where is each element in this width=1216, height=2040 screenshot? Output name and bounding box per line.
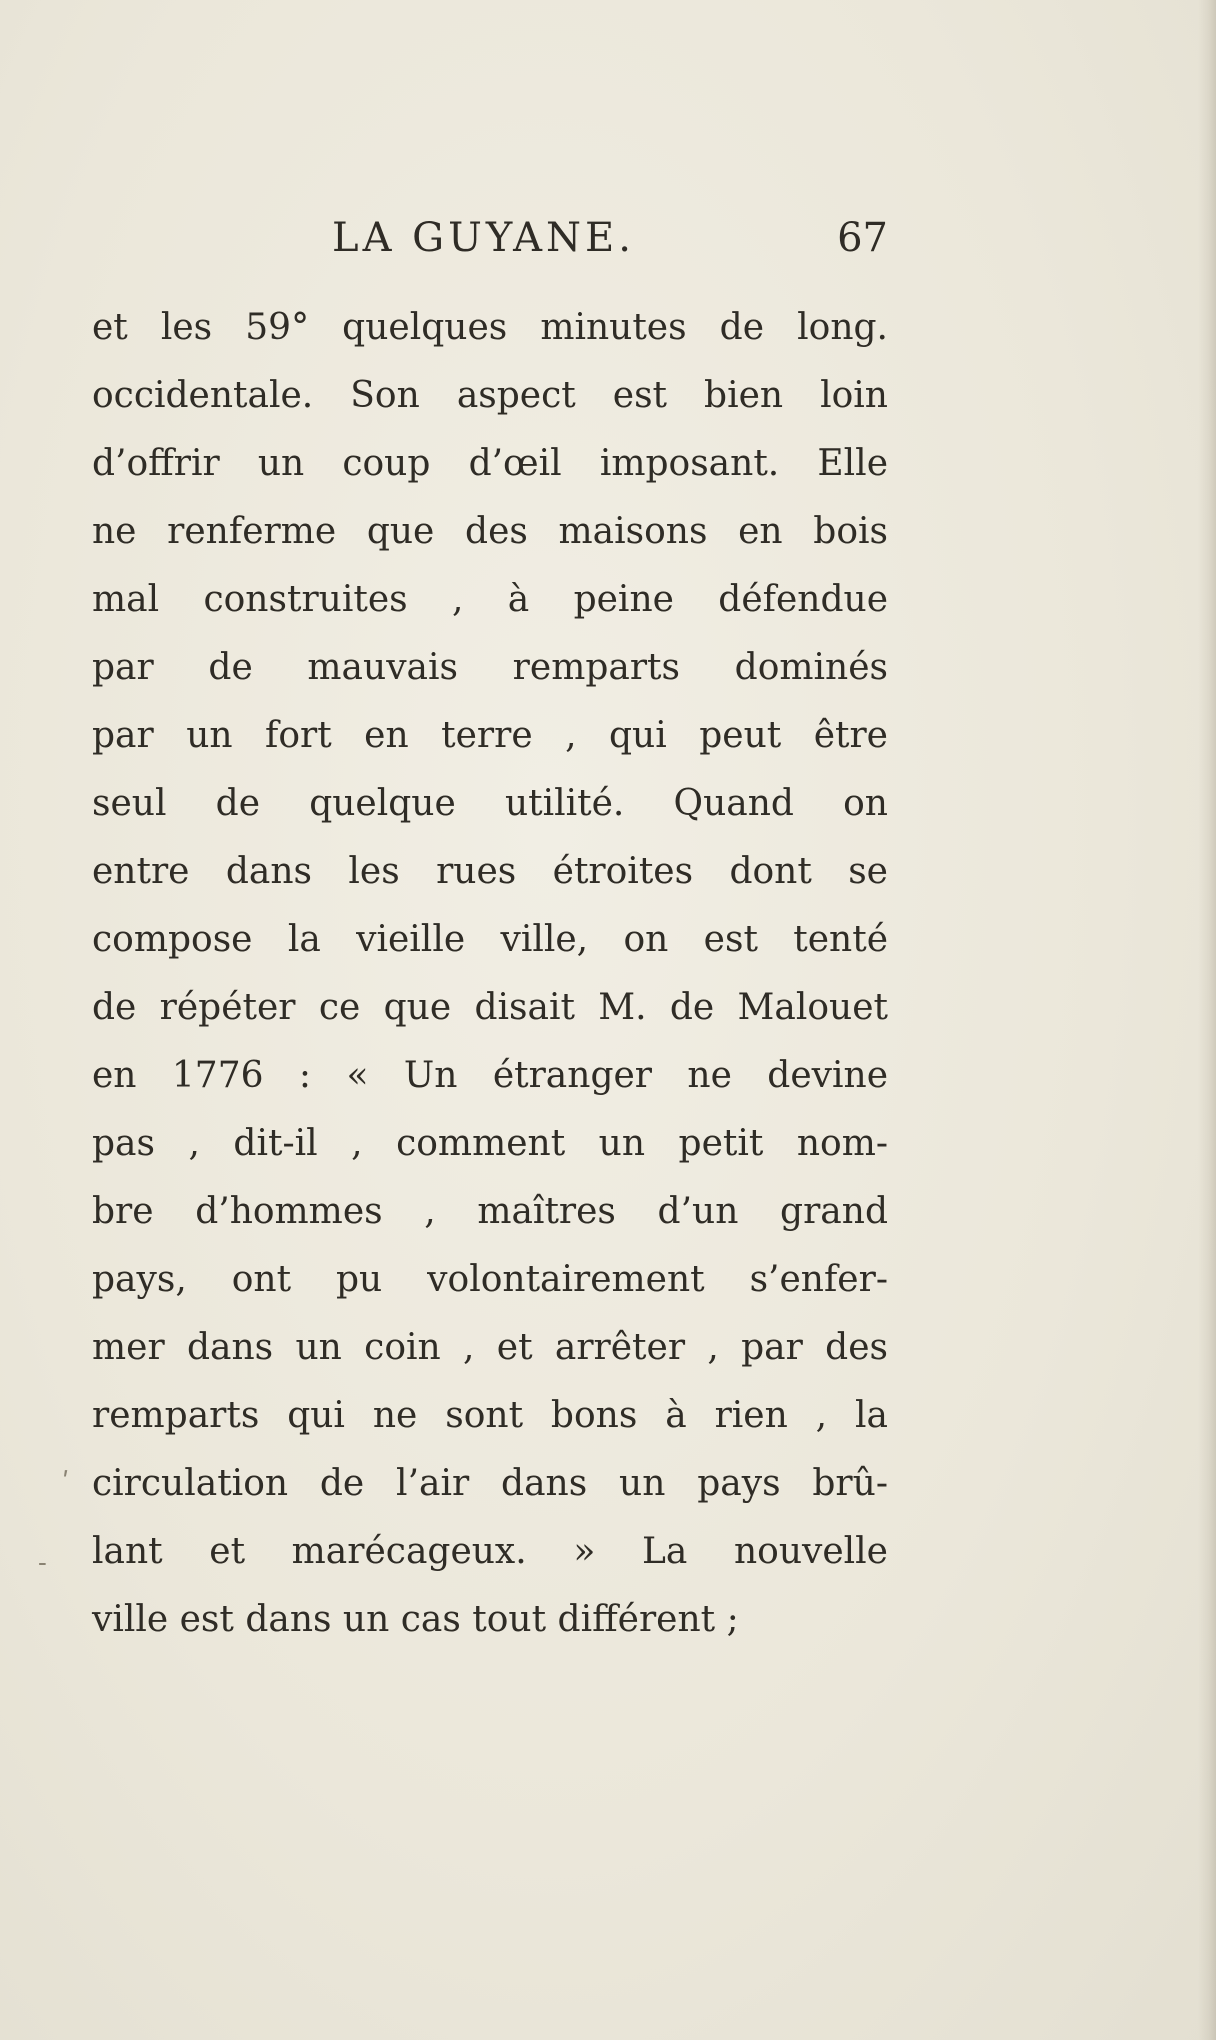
- text-line: mer dans un coin , et arrêter , par des: [92, 1327, 888, 1368]
- text-line: seul de quelque utilité. Quand on: [92, 783, 888, 824]
- page-number: 67: [837, 215, 888, 261]
- text-line: d’offrir un coup d’œil imposant. Elle: [92, 443, 888, 484]
- text-line: de répéter ce que disait M. de Malouet: [92, 987, 888, 1028]
- text-line: entre dans les rues étroites dont se: [92, 851, 888, 892]
- text-line: occidentale. Son aspect est bien loin: [92, 375, 888, 416]
- text-line: pays, ont pu volontairement s’enfer-: [92, 1259, 888, 1300]
- text-line: remparts qui ne sont bons à rien , la: [92, 1395, 888, 1436]
- text-line: par un fort en terre , qui peut être: [92, 715, 888, 756]
- text-line: lant et marécageux. » La nouvelle: [92, 1531, 888, 1572]
- text-line: circulation de l’air dans un pays brû-: [92, 1463, 888, 1504]
- text-line: en 1776 : « Un étranger ne devine: [92, 1055, 888, 1096]
- text-line: bre d’hommes , maîtres d’un grand: [92, 1191, 888, 1232]
- running-head: [92, 208, 888, 268]
- text-line: ne renferme que des maisons en bois: [92, 511, 888, 552]
- running-title: LA GUYANE.: [332, 215, 635, 261]
- text-line: ville est dans un cas tout différent ;: [92, 1599, 739, 1640]
- margin-dash-mark: -: [38, 1548, 47, 1578]
- body-text: [92, 294, 888, 1654]
- text-line: compose la vieille ville, on est tenté: [92, 919, 888, 960]
- text-line: par de mauvais remparts dominés: [92, 647, 888, 688]
- margin-tick-mark: ʹ: [62, 1468, 70, 1498]
- text-line: et les 59° quelques minutes de long.: [92, 307, 888, 348]
- text-line: pas , dit-il , comment un petit nom-: [92, 1123, 888, 1164]
- text-line: mal construites , à peine défendue: [92, 579, 888, 620]
- page-edge-shadow: [1198, 0, 1216, 2040]
